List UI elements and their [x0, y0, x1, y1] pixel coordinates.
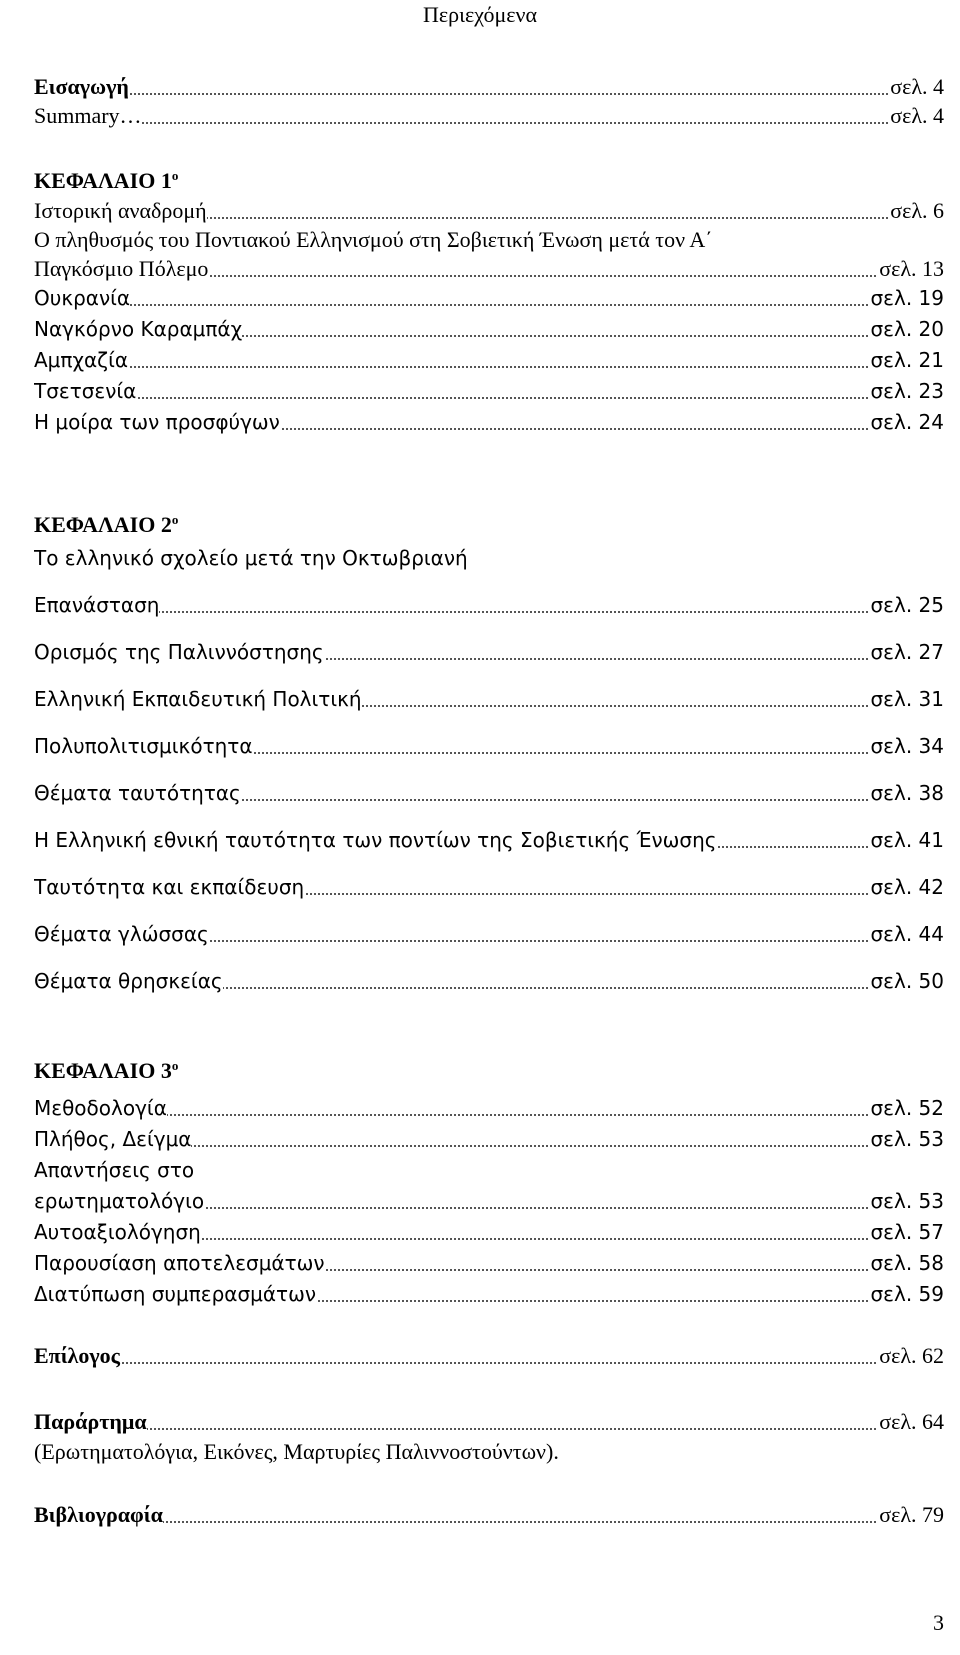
toc-entry[interactable]	[34, 196, 944, 226]
toc-entry[interactable]	[34, 684, 944, 714]
toc-entry-summary[interactable]	[34, 101, 944, 131]
toc-entry-label: Παράρτημα	[34, 1407, 147, 1437]
toc-entry-label: Το ελληνικό σχολείο μετά την Οκτωβριανή	[34, 546, 468, 570]
toc-entry-label: Ουκρανία	[34, 283, 130, 313]
chapter-heading-sup: ο	[171, 168, 179, 183]
toc-entry-page: σελ. 44	[870, 919, 945, 949]
leader-dots	[34, 1362, 944, 1364]
toc-entry-label: Παρουσίαση αποτελεσμάτων	[34, 1248, 325, 1278]
toc-entry-page: σελ. 59	[870, 1279, 945, 1309]
chapter-1-heading	[34, 168, 178, 194]
toc-entry[interactable]	[34, 407, 944, 437]
toc-entry-page: σελ. 23	[870, 376, 945, 406]
toc-entry-label: Θέματα γλώσσας	[34, 919, 209, 949]
toc-entry[interactable]	[34, 731, 944, 761]
toc-entry-label: Η Ελληνική εθνική ταυτότητα των ποντίων της Σοβιετικής Ένωσης	[34, 825, 717, 855]
leader-dots	[34, 366, 944, 368]
toc-entry-page: σελ. 64	[878, 1407, 944, 1437]
toc-entry[interactable]	[34, 778, 944, 808]
toc-entry-page: σελ. 25	[870, 590, 945, 620]
toc-entry-label: Ο πληθυσμός του Ποντιακού Ελληνισμού στη Σοβιετική Ένωση μετά τον Α΄	[34, 227, 713, 252]
leader-dots	[34, 397, 944, 399]
chapter-2-heading	[34, 512, 178, 538]
leader-dots	[34, 1114, 944, 1116]
toc-entry-label: Θέματα θρησκείας	[34, 966, 223, 996]
toc-entry[interactable]	[34, 872, 944, 902]
toc-entry-page: σελ. 58	[870, 1248, 945, 1278]
toc-entry[interactable]	[34, 1093, 944, 1123]
toc-entry-label: Επίλογος	[34, 1341, 120, 1371]
toc-entry-page: σελ. 62	[878, 1341, 944, 1371]
toc-entry-page: σελ. 50	[870, 966, 945, 996]
toc-entry-page: σελ. 21	[870, 345, 945, 375]
toc-entry-label: Πολυπολιτισμικότητα	[34, 731, 253, 761]
toc-entry-label: Summary…	[34, 101, 142, 131]
page-number: 3	[933, 1610, 944, 1635]
toc-entry[interactable]	[34, 966, 944, 996]
toc-entry-label: Ιστορική αναδρομή	[34, 196, 207, 226]
toc-entry-label: Η μοίρα των προσφύγων	[34, 407, 280, 437]
chapter-heading-text: ΚΕΦΑΛΑΙΟ 3	[34, 1058, 172, 1083]
toc-entry-page: σελ. 42	[870, 872, 945, 902]
toc-entry[interactable]	[34, 1217, 944, 1247]
leader-dots	[34, 304, 944, 306]
toc-entry-page: σελ. 57	[870, 1217, 945, 1247]
leader-dots	[34, 1428, 944, 1430]
toc-entry-page: σελ. 52	[870, 1093, 945, 1123]
toc-entry[interactable]	[34, 376, 944, 406]
toc-entry-label: Ναγκόρνο Καραμπάχ	[34, 314, 242, 344]
toc-entry-page: σελ. 4	[889, 101, 944, 131]
toc-entry-label: Απαντήσεις στο	[34, 1158, 195, 1182]
toc-entry[interactable]	[34, 1279, 944, 1309]
toc-entry-epilogos[interactable]	[34, 1341, 944, 1371]
toc-entry-label: Βιβλιογραφία	[34, 1500, 163, 1530]
toc-entry-first-line	[34, 1155, 944, 1185]
toc-entry-first-line	[34, 225, 944, 255]
toc-entry-page: σελ. 13	[878, 254, 944, 284]
page-title: Περιεχόμενα	[422, 2, 538, 27]
toc-entry-label: Τσετσενία	[34, 376, 136, 406]
toc-entry-page: σελ. 38	[870, 778, 945, 808]
toc-entry[interactable]	[34, 283, 944, 313]
toc-entry-note-text: (Ερωτηματολόγια, Εικόνες, Μαρτυρίες Παλιννοστούντων).	[34, 1439, 559, 1464]
toc-entry-label: Ελληνική Εκπαιδευτική Πολιτική	[34, 684, 362, 714]
toc-entry[interactable]	[34, 637, 944, 667]
chapter-heading-text: ΚΕΦΑΛΑΙΟ 2	[34, 512, 172, 537]
toc-entry[interactable]	[34, 1124, 944, 1154]
toc-entry-label: Αμπχαζία	[34, 345, 128, 375]
toc-entry[interactable]	[34, 1248, 944, 1278]
chapter-3-heading	[34, 1058, 178, 1084]
toc-entry-label: Παγκόσμιο Πόλεμο	[34, 254, 208, 284]
leader-dots	[34, 1521, 944, 1523]
toc-entry-label: Αυτοαξιολόγηση	[34, 1217, 201, 1247]
toc-entry[interactable]	[34, 1186, 944, 1216]
toc-entry-label: Μεθοδολογία	[34, 1093, 167, 1123]
leader-dots	[34, 93, 944, 95]
toc-entry[interactable]	[34, 254, 944, 284]
toc-entry-parartima[interactable]	[34, 1407, 944, 1437]
toc-entry-label: Πλήθος, Δείγμα	[34, 1124, 191, 1154]
toc-entry-page: σελ. 34	[870, 731, 945, 761]
toc-entry-label: Επανάσταση	[34, 590, 159, 620]
toc-entry-page: σελ. 79	[878, 1500, 944, 1530]
toc-entry-page: σελ. 41	[870, 825, 945, 855]
toc-entry-page: σελ. 31	[870, 684, 945, 714]
toc-entry-page: σελ. 27	[870, 637, 945, 667]
toc-entry-label: Ορισμός της Παλιννόστησης	[34, 637, 324, 667]
toc-entry-first-line	[34, 543, 944, 573]
chapter-heading-text: ΚΕΦΑΛΑΙΟ 1	[34, 168, 172, 193]
toc-entry-note	[34, 1437, 944, 1467]
toc-entry-page: σελ. 53	[870, 1186, 945, 1216]
toc-entry-page: σελ. 6	[889, 196, 944, 226]
toc-entry-page: σελ. 4	[889, 72, 944, 102]
leader-dots	[34, 122, 944, 124]
toc-entry-page: σελ. 19	[870, 283, 945, 313]
toc-entry-page: σελ. 20	[870, 314, 945, 344]
toc-entry[interactable]	[34, 345, 944, 375]
toc-entry-eisagogi[interactable]	[34, 72, 944, 102]
toc-entry-bibliografia[interactable]	[34, 1500, 944, 1530]
toc-entry-label: Ταυτότητα και εκπαίδευση	[34, 872, 304, 902]
chapter-heading-sup: ο	[171, 1058, 179, 1073]
toc-entry[interactable]	[34, 825, 944, 855]
toc-entry-label: Θέματα ταυτότητας	[34, 778, 241, 808]
toc-entry[interactable]	[34, 590, 944, 620]
toc-entry-page: σελ. 24	[870, 407, 945, 437]
toc-entry[interactable]	[34, 919, 944, 949]
toc-entry-page: σελ. 53	[870, 1124, 945, 1154]
toc-entry-label: Διατύπωση συμπερασμάτων	[34, 1279, 316, 1309]
toc-entry-label: ερωτηματολόγιο	[34, 1186, 204, 1216]
leader-dots	[34, 611, 944, 613]
toc-entry-label: Εισαγωγή	[34, 72, 129, 102]
toc-entry[interactable]	[34, 314, 944, 344]
chapter-heading-sup: ο	[171, 512, 179, 527]
